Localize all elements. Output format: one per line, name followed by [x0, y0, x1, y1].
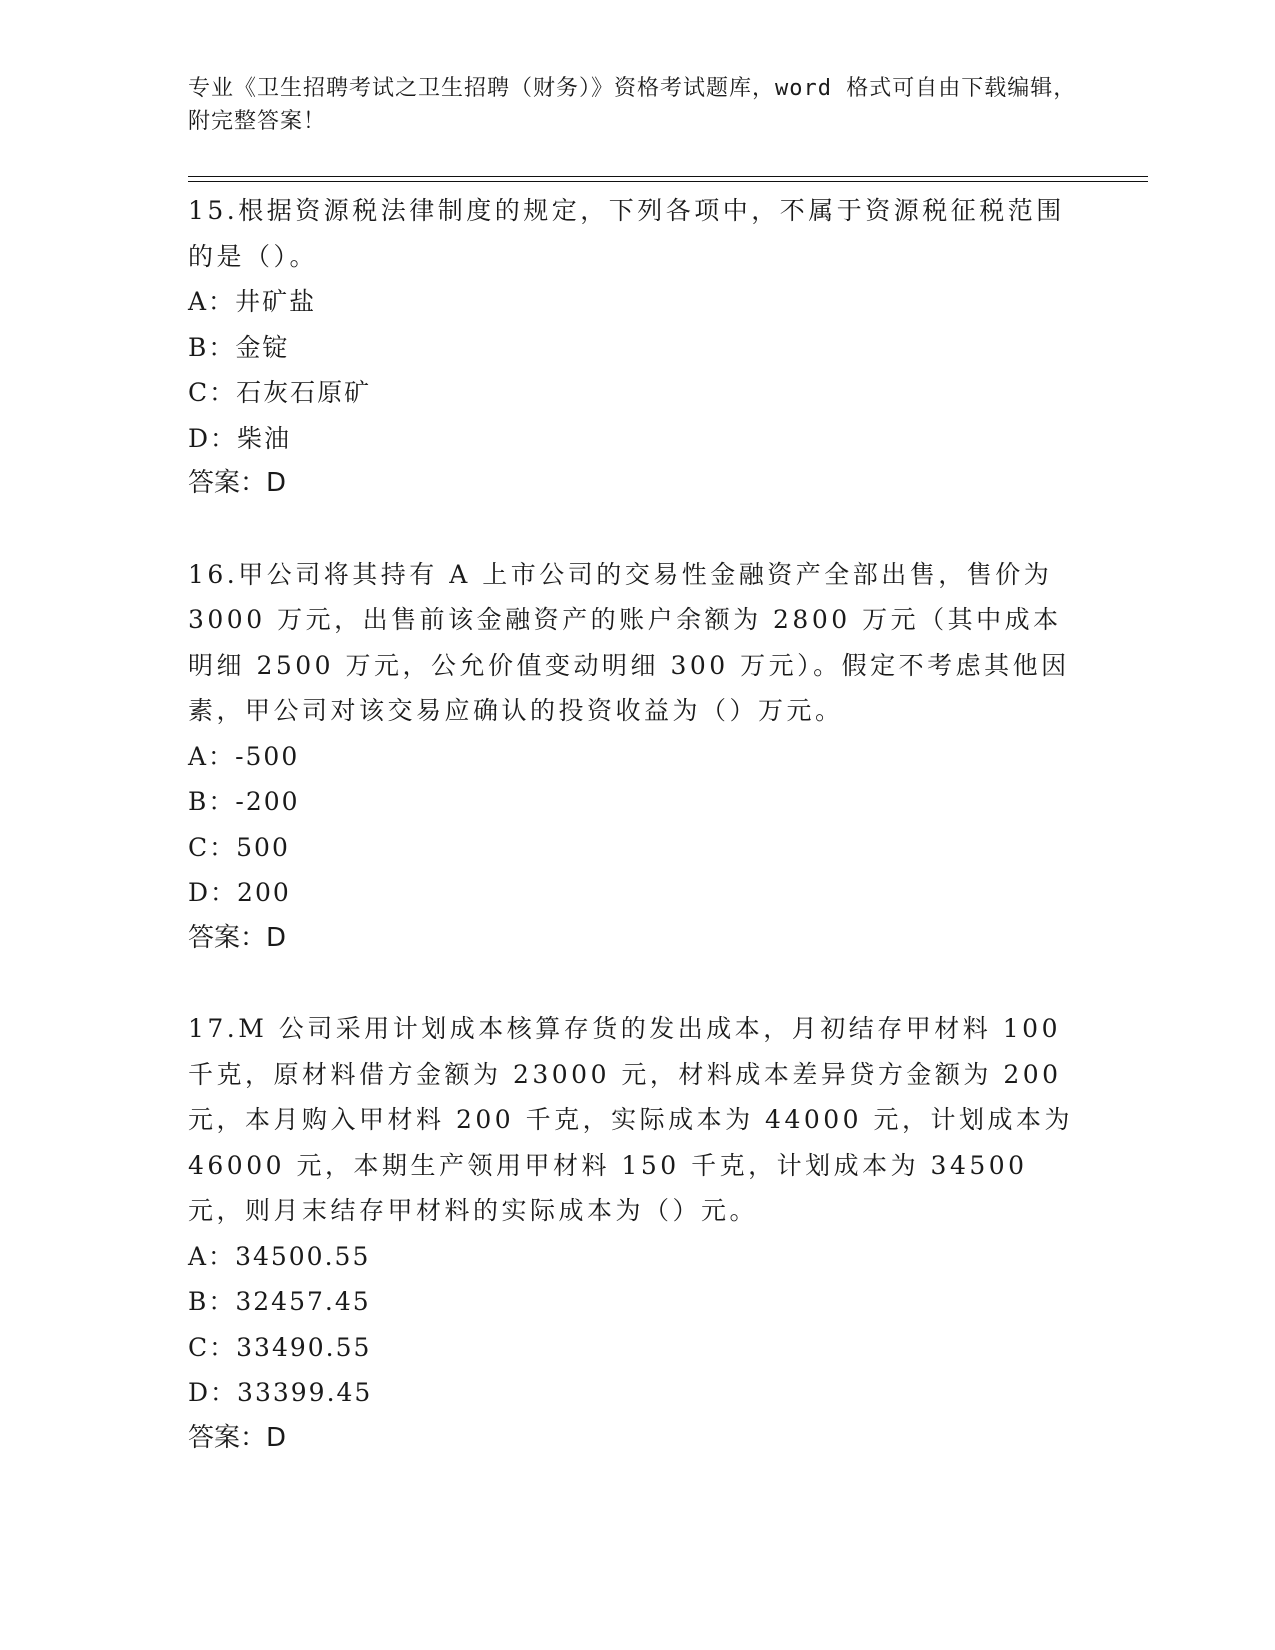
question-stem: 15.根据资源税法律制度的规定，下列各项中，不属于资源税征税范围的是（）。	[188, 196, 1065, 271]
option-d	[188, 870, 1088, 916]
option-text: 34500.55	[235, 1241, 371, 1271]
option-c	[188, 825, 1088, 871]
option-c	[188, 1325, 1088, 1371]
option-key: C：	[188, 832, 237, 862]
header-rule-bottom	[188, 181, 1148, 182]
option-key: D：	[188, 1378, 238, 1407]
answer-label: 答案：D	[188, 468, 287, 498]
question-list	[188, 188, 1088, 1506]
answer-label: 答案：D	[188, 922, 287, 953]
option-text: 200	[237, 878, 291, 907]
option-key: B：	[188, 787, 236, 816]
option-b	[188, 779, 1088, 825]
option-key: A：	[188, 1241, 236, 1271]
question-stem: 16.甲公司将其持有 A 上市公司的交易性金融资产全部出售，售价为 3000 万元，出售前该金融资产的账户余额为 2800 万元（其中成本明细 2500 万元，公允价值变动明细 300 万元）。假定不考虑其他因素，甲公司对该交易应确认的投资收益为（）万元。	[188, 559, 1070, 725]
question-stem: 17.M 公司采用计划成本核算存货的发出成本，月初结存甲材料 100 千克，原材料借方金额为 23000 元，材料成本差异贷方金额为 200 元，本月购入甲材料 200 千克，实际成本为 44000 元，计划成本为 46000 元，本期生产领用甲材料 150 千克，计划成本为 34500 元，则月末结存甲材料的实际成本为（）元。	[188, 1014, 1074, 1225]
option-a	[188, 279, 1088, 325]
option-key: C：	[188, 378, 237, 407]
question-16	[188, 552, 1088, 962]
option-b	[188, 1279, 1088, 1325]
option-key: A：	[188, 287, 236, 316]
option-key: C：	[188, 1332, 237, 1362]
document-header: 专业《卫生招聘考试之卫生招聘（财务）》资格考试题库，word 格式可自由下载编辑，附完整答案！	[188, 76, 1077, 134]
header-rule-top	[188, 176, 1148, 177]
option-text: 33399.45	[237, 1378, 373, 1407]
option-text: -200	[235, 787, 300, 816]
option-key: B：	[188, 1287, 236, 1316]
option-d	[188, 416, 1088, 462]
option-c	[188, 370, 1088, 416]
option-text: 石灰石原矿	[236, 378, 372, 407]
question-15	[188, 188, 1088, 507]
option-key: D：	[188, 423, 238, 453]
option-text: 500	[236, 832, 290, 862]
option-key: A：	[188, 741, 236, 771]
option-d	[188, 1370, 1088, 1416]
option-a	[188, 734, 1088, 780]
option-b	[188, 325, 1088, 371]
option-a	[188, 1234, 1088, 1280]
option-text: 33490.55	[236, 1332, 372, 1362]
option-text: 井矿盐	[235, 287, 317, 316]
option-text: 32457.45	[235, 1287, 371, 1316]
question-17	[188, 1006, 1088, 1461]
option-text: 柴油	[237, 423, 292, 453]
option-key: B：	[188, 332, 236, 362]
answer-label: 答案：D	[188, 1422, 287, 1453]
option-text: 金锭	[235, 332, 290, 362]
option-key: D：	[188, 878, 238, 907]
option-text: -500	[235, 741, 300, 771]
